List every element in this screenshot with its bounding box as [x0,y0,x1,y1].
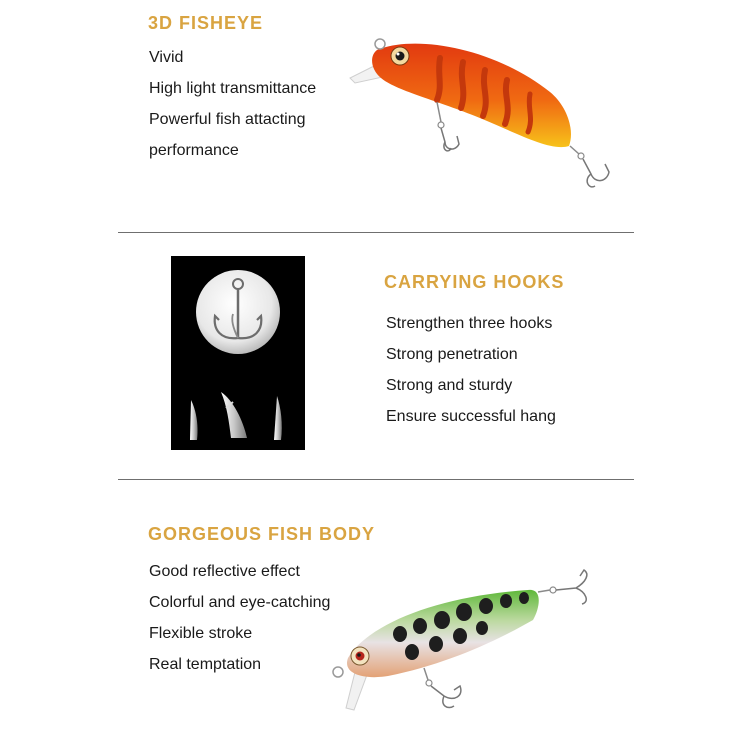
section-3d-fisheye [0,0,750,232]
feature-item: Ensure successful hang [386,408,556,425]
feature-list [149,556,330,680]
feature-item: Colorful and eye-catching [149,594,331,611]
green-lure-image [328,568,600,728]
section-gorgeous-fish-body [0,480,750,750]
feature-item: Strengthen three hooks [386,315,553,332]
feature-list [149,42,316,166]
feature-list [386,308,556,432]
feature-item: High light transmittance [149,80,317,97]
feature-item: Real temptation [149,656,262,673]
section-heading: GORGEOUS FISH BODY [148,524,376,544]
feature-item: Powerful fish attacting [149,111,306,128]
section-heading: CARRYING HOOKS [384,272,565,292]
hook-closeup-panel [171,256,305,450]
feature-item: Good reflective effect [149,563,300,580]
feature-item: Flexible stroke [149,625,253,642]
treble-hook-image [171,256,305,450]
section-carrying-hooks [0,233,750,479]
feature-item: performance [149,142,239,159]
feature-item: Vivid [149,49,184,66]
feature-item: Strong penetration [386,346,518,363]
section-heading: 3D FISHEYE [148,13,264,33]
feature-item: Strong and sturdy [386,377,513,394]
red-lure-image [345,30,620,200]
